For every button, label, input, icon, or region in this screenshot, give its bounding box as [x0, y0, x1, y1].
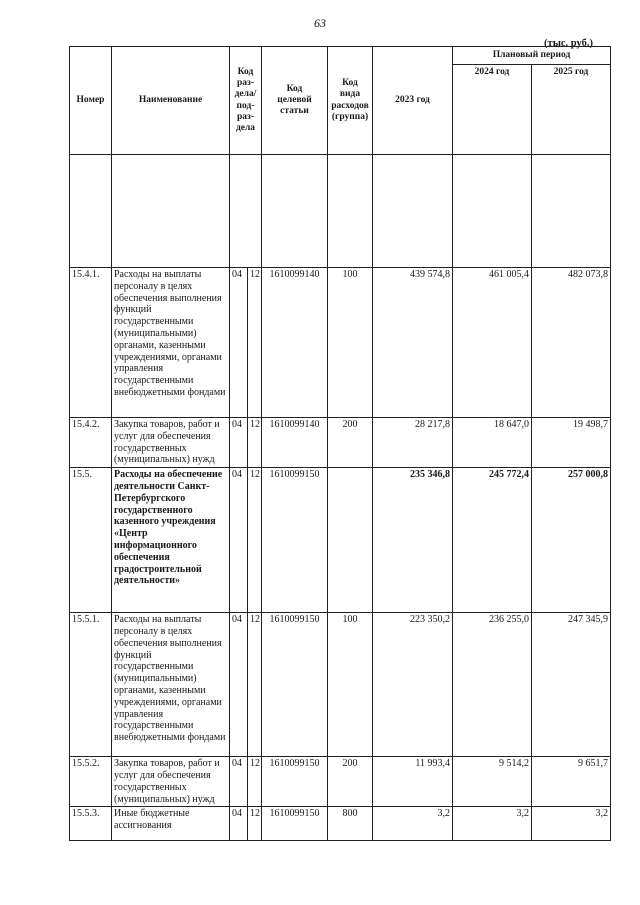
table-body [70, 155, 611, 841]
row-number: 15.5. [70, 468, 112, 613]
row-section: 04 [230, 807, 248, 841]
row-value-2023: 439 574,8 [373, 268, 453, 418]
row-value-2025: 247 345,9 [532, 613, 611, 757]
row-subsection: 12 [248, 418, 262, 468]
table-row [70, 613, 611, 757]
row-value-2023: 3,2 [373, 807, 453, 841]
row-expense-type: 200 [328, 418, 373, 468]
header-gap-row [70, 155, 611, 268]
header-year-2024: 2024 год [453, 65, 532, 155]
row-subsection: 12 [248, 268, 262, 418]
row-value-2023: 28 217,8 [373, 418, 453, 468]
row-target-code: 1610099150 [262, 613, 328, 757]
row-value-2023: 11 993,4 [373, 757, 453, 807]
row-number: 15.5.3. [70, 807, 112, 841]
row-name: Закупка товаров, работ и услуг для обеспечения государственных (муниципальных) нужд [112, 418, 230, 468]
row-subsection: 12 [248, 468, 262, 613]
row-section: 04 [230, 468, 248, 613]
units-label: (тыс. руб.) [544, 38, 593, 49]
row-subsection: 12 [248, 613, 262, 757]
row-name: Расходы на выплаты персоналу в целях обеспечения выполнения функций государственными (муниципальными) органами, казенными учреждениями, органами управления государственными внебюджетными фондами [112, 268, 230, 418]
row-section: 04 [230, 757, 248, 807]
row-value-2024: 3,2 [453, 807, 532, 841]
header-row-top [70, 47, 611, 65]
row-value-2023: 223 350,2 [373, 613, 453, 757]
row-section: 04 [230, 613, 248, 757]
row-value-2023: 235 346,8 [373, 468, 453, 613]
row-target-code: 1610099140 [262, 418, 328, 468]
row-number: 15.4.1. [70, 268, 112, 418]
row-value-2025: 257 000,8 [532, 468, 611, 613]
table-row [70, 757, 611, 807]
row-section: 04 [230, 268, 248, 418]
row-number: 15.4.2. [70, 418, 112, 468]
row-value-2025: 482 073,8 [532, 268, 611, 418]
table-row [70, 418, 611, 468]
table-row [70, 468, 611, 613]
row-subsection: 12 [248, 757, 262, 807]
row-name: Расходы на обеспечение деятельности Санкт-Петербургского государственного казенного учреждения «Центр информационного обеспечения градостроительной деятельности» [112, 468, 230, 613]
row-value-2024: 461 005,4 [453, 268, 532, 418]
table-row [70, 268, 611, 418]
row-target-code: 1610099150 [262, 807, 328, 841]
row-value-2024: 245 772,4 [453, 468, 532, 613]
header-year-2025: 2025 год [532, 65, 611, 155]
header-section-code: Код раз- дела/ под- раз- дела [230, 47, 262, 155]
row-expense-type [328, 468, 373, 613]
header-planned-period: Плановый период [453, 47, 611, 65]
row-value-2025: 19 498,7 [532, 418, 611, 468]
row-section: 04 [230, 418, 248, 468]
header-target-code: Код целевой статьи [262, 47, 328, 155]
row-expense-type: 100 [328, 613, 373, 757]
row-subsection: 12 [248, 807, 262, 841]
row-target-code: 1610099140 [262, 268, 328, 418]
row-target-code: 1610099150 [262, 468, 328, 613]
header-expense-type: Код вида расходов (группа) [328, 47, 373, 155]
header-number: Номер [70, 47, 112, 155]
header-year-2023: 2023 год [373, 47, 453, 155]
row-value-2024: 9 514,2 [453, 757, 532, 807]
budget-table [69, 46, 611, 841]
row-number: 15.5.2. [70, 757, 112, 807]
row-name: Закупка товаров, работ и услуг для обеспечения государственных (муниципальных) нужд [112, 757, 230, 807]
page-number: 63 [314, 16, 326, 30]
row-expense-type: 200 [328, 757, 373, 807]
row-expense-type: 100 [328, 268, 373, 418]
table-row [70, 807, 611, 841]
row-name: Иные бюджетные ассигнования [112, 807, 230, 841]
row-target-code: 1610099150 [262, 757, 328, 807]
row-value-2024: 236 255,0 [453, 613, 532, 757]
row-value-2024: 18 647,0 [453, 418, 532, 468]
row-name: Расходы на выплаты персоналу в целях обеспечения выполнения функций государственными (муниципальными) органами, казенными учреждениями, органами управления государственными внебюджетными фондами [112, 613, 230, 757]
row-number: 15.5.1. [70, 613, 112, 757]
row-expense-type: 800 [328, 807, 373, 841]
row-value-2025: 9 651,7 [532, 757, 611, 807]
row-value-2025: 3,2 [532, 807, 611, 841]
header-name: Наименование [112, 47, 230, 155]
